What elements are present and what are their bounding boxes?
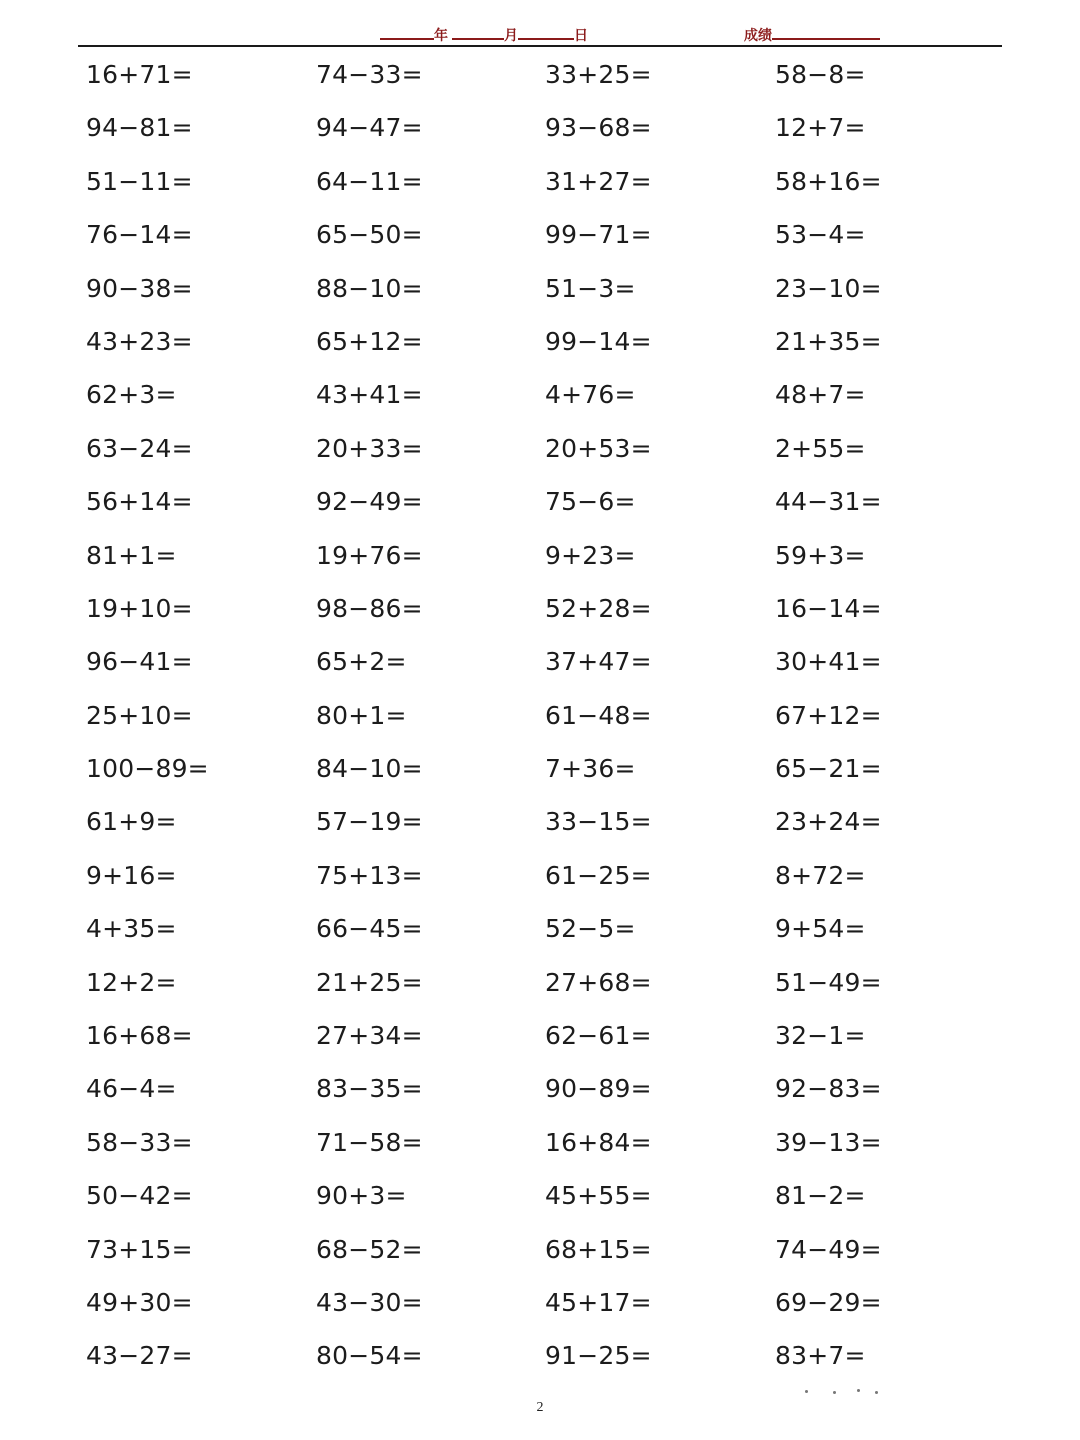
arithmetic-problem: 56+14= bbox=[86, 487, 193, 517]
arithmetic-problem: 45+17= bbox=[545, 1287, 652, 1317]
arithmetic-problem: 92−83= bbox=[775, 1074, 882, 1104]
arithmetic-problem: 65+2= bbox=[316, 647, 407, 677]
arithmetic-problem: 68+15= bbox=[545, 1234, 652, 1264]
arithmetic-problem: 81−2= bbox=[775, 1181, 866, 1211]
arithmetic-problem: 43+41= bbox=[316, 380, 423, 410]
arithmetic-problem: 73+15= bbox=[86, 1234, 193, 1264]
arithmetic-problem: 46−4= bbox=[86, 1074, 177, 1104]
arithmetic-problem: 27+68= bbox=[545, 967, 652, 997]
arithmetic-problem: 21+35= bbox=[775, 326, 882, 356]
header-rule bbox=[78, 45, 1002, 47]
arithmetic-problem: 68−52= bbox=[316, 1234, 423, 1264]
score-group bbox=[744, 24, 880, 45]
arithmetic-problem: 80−54= bbox=[316, 1341, 423, 1371]
arithmetic-problem: 61−48= bbox=[545, 700, 652, 730]
arithmetic-problem: 9+23= bbox=[545, 540, 636, 570]
arithmetic-problem: 62+3= bbox=[86, 380, 177, 410]
arithmetic-problem: 20+53= bbox=[545, 433, 652, 463]
arithmetic-problem: 83−35= bbox=[316, 1074, 423, 1104]
arithmetic-problem: 48+7= bbox=[775, 380, 866, 410]
arithmetic-problem: 58+16= bbox=[775, 166, 882, 196]
arithmetic-problem: 92−49= bbox=[316, 487, 423, 517]
arithmetic-problem: 62−61= bbox=[545, 1021, 652, 1051]
arithmetic-problem: 9+16= bbox=[86, 860, 177, 890]
month-blank bbox=[452, 24, 504, 40]
page-number: 2 bbox=[536, 1400, 544, 1415]
arithmetic-problem: 65−21= bbox=[775, 754, 882, 784]
arithmetic-problem: 75−6= bbox=[545, 487, 636, 517]
arithmetic-problem: 88−10= bbox=[316, 273, 423, 303]
arithmetic-problem: 16−14= bbox=[775, 593, 882, 623]
arithmetic-problem: 9+54= bbox=[775, 914, 866, 944]
arithmetic-problem: 98−86= bbox=[316, 593, 423, 623]
arithmetic-problem: 12+7= bbox=[775, 113, 866, 143]
year-blank-group bbox=[380, 24, 448, 45]
month-blank-group bbox=[452, 24, 518, 45]
arithmetic-problem: 91−25= bbox=[545, 1341, 652, 1371]
arithmetic-problem: 83+7= bbox=[775, 1341, 866, 1371]
arithmetic-problem: 94−81= bbox=[86, 113, 193, 143]
arithmetic-problem: 52+28= bbox=[545, 593, 652, 623]
arithmetic-problem: 25+10= bbox=[86, 700, 193, 730]
arithmetic-problem: 21+25= bbox=[316, 967, 423, 997]
arithmetic-problem: 66−45= bbox=[316, 914, 423, 944]
arithmetic-problem: 4+35= bbox=[86, 914, 177, 944]
arithmetic-problem: 99−14= bbox=[545, 326, 652, 356]
arithmetic-problem: 65−50= bbox=[316, 220, 423, 250]
arithmetic-problem: 43−27= bbox=[86, 1341, 193, 1371]
arithmetic-problem: 53−4= bbox=[775, 220, 866, 250]
arithmetic-problem: 58−8= bbox=[775, 60, 866, 89]
arithmetic-problem: 58−33= bbox=[86, 1127, 193, 1157]
arithmetic-problem: 93−68= bbox=[545, 113, 652, 143]
arithmetic-problem: 43−30= bbox=[316, 1287, 423, 1317]
problem-grid bbox=[86, 52, 1006, 1387]
arithmetic-problem: 2+55= bbox=[775, 433, 866, 463]
arithmetic-problem: 16+68= bbox=[86, 1021, 193, 1051]
arithmetic-problem: 64−11= bbox=[316, 166, 423, 196]
arithmetic-problem: 61+9= bbox=[86, 807, 177, 837]
arithmetic-problem: 57−19= bbox=[316, 807, 423, 837]
arithmetic-problem: 19+76= bbox=[316, 540, 423, 570]
arithmetic-problem: 71−58= bbox=[316, 1127, 423, 1157]
arithmetic-problem: 90−89= bbox=[545, 1074, 652, 1104]
score-blank bbox=[772, 24, 880, 40]
arithmetic-problem: 67+12= bbox=[775, 700, 882, 730]
arithmetic-problem: 33−15= bbox=[545, 807, 652, 837]
arithmetic-problem: 69−29= bbox=[775, 1287, 882, 1317]
arithmetic-problem: 20+33= bbox=[316, 433, 423, 463]
arithmetic-problem: 33+25= bbox=[545, 60, 652, 89]
arithmetic-problem: 94−47= bbox=[316, 113, 423, 143]
arithmetic-problem: 44−31= bbox=[775, 487, 882, 517]
arithmetic-problem: 39−13= bbox=[775, 1127, 882, 1157]
day-blank bbox=[518, 24, 574, 40]
arithmetic-problem: 63−24= bbox=[86, 433, 193, 463]
arithmetic-problem: 37+47= bbox=[545, 647, 652, 677]
arithmetic-problem: 51−49= bbox=[775, 967, 882, 997]
arithmetic-problem: 51−3= bbox=[545, 273, 636, 303]
arithmetic-problem: 65+12= bbox=[316, 326, 423, 356]
score-label: 成绩 bbox=[744, 27, 772, 43]
arithmetic-problem: 30+41= bbox=[775, 647, 882, 677]
arithmetic-problem: 19+10= bbox=[86, 593, 193, 623]
arithmetic-problem: 84−10= bbox=[316, 754, 423, 784]
arithmetic-problem: 51−11= bbox=[86, 166, 193, 196]
arithmetic-problem: 90+3= bbox=[316, 1181, 407, 1211]
year-blank bbox=[380, 24, 434, 40]
arithmetic-problem: 4+76= bbox=[545, 380, 636, 410]
arithmetic-problem: 32−1= bbox=[775, 1021, 866, 1051]
scan-speckles bbox=[805, 1388, 885, 1394]
day-blank-group bbox=[518, 24, 588, 45]
arithmetic-problem: 16+71= bbox=[86, 60, 193, 89]
arithmetic-problem: 74−33= bbox=[316, 60, 423, 89]
arithmetic-problem: 96−41= bbox=[86, 647, 193, 677]
arithmetic-problem: 81+1= bbox=[86, 540, 177, 570]
arithmetic-problem: 49+30= bbox=[86, 1287, 193, 1317]
arithmetic-problem: 7+36= bbox=[545, 754, 636, 784]
month-label: 月 bbox=[504, 27, 518, 43]
day-label: 日 bbox=[574, 27, 588, 43]
worksheet-header bbox=[380, 24, 900, 44]
arithmetic-problem: 61−25= bbox=[545, 860, 652, 890]
arithmetic-problem: 52−5= bbox=[545, 914, 636, 944]
arithmetic-problem: 100−89= bbox=[86, 754, 209, 784]
arithmetic-problem: 76−14= bbox=[86, 220, 193, 250]
arithmetic-problem: 12+2= bbox=[86, 967, 177, 997]
arithmetic-problem: 50−42= bbox=[86, 1181, 193, 1211]
year-label: 年 bbox=[434, 27, 448, 43]
arithmetic-problem: 23−10= bbox=[775, 273, 882, 303]
arithmetic-problem: 59+3= bbox=[775, 540, 866, 570]
arithmetic-problem: 43+23= bbox=[86, 326, 193, 356]
arithmetic-problem: 90−38= bbox=[86, 273, 193, 303]
arithmetic-problem: 27+34= bbox=[316, 1021, 423, 1051]
arithmetic-problem: 16+84= bbox=[545, 1127, 652, 1157]
arithmetic-problem: 75+13= bbox=[316, 860, 423, 890]
arithmetic-problem: 31+27= bbox=[545, 166, 652, 196]
arithmetic-problem: 74−49= bbox=[775, 1234, 882, 1264]
arithmetic-problem: 23+24= bbox=[775, 807, 882, 837]
arithmetic-problem: 8+72= bbox=[775, 860, 866, 890]
arithmetic-problem: 99−71= bbox=[545, 220, 652, 250]
arithmetic-problem: 45+55= bbox=[545, 1181, 652, 1211]
arithmetic-problem: 80+1= bbox=[316, 700, 407, 730]
